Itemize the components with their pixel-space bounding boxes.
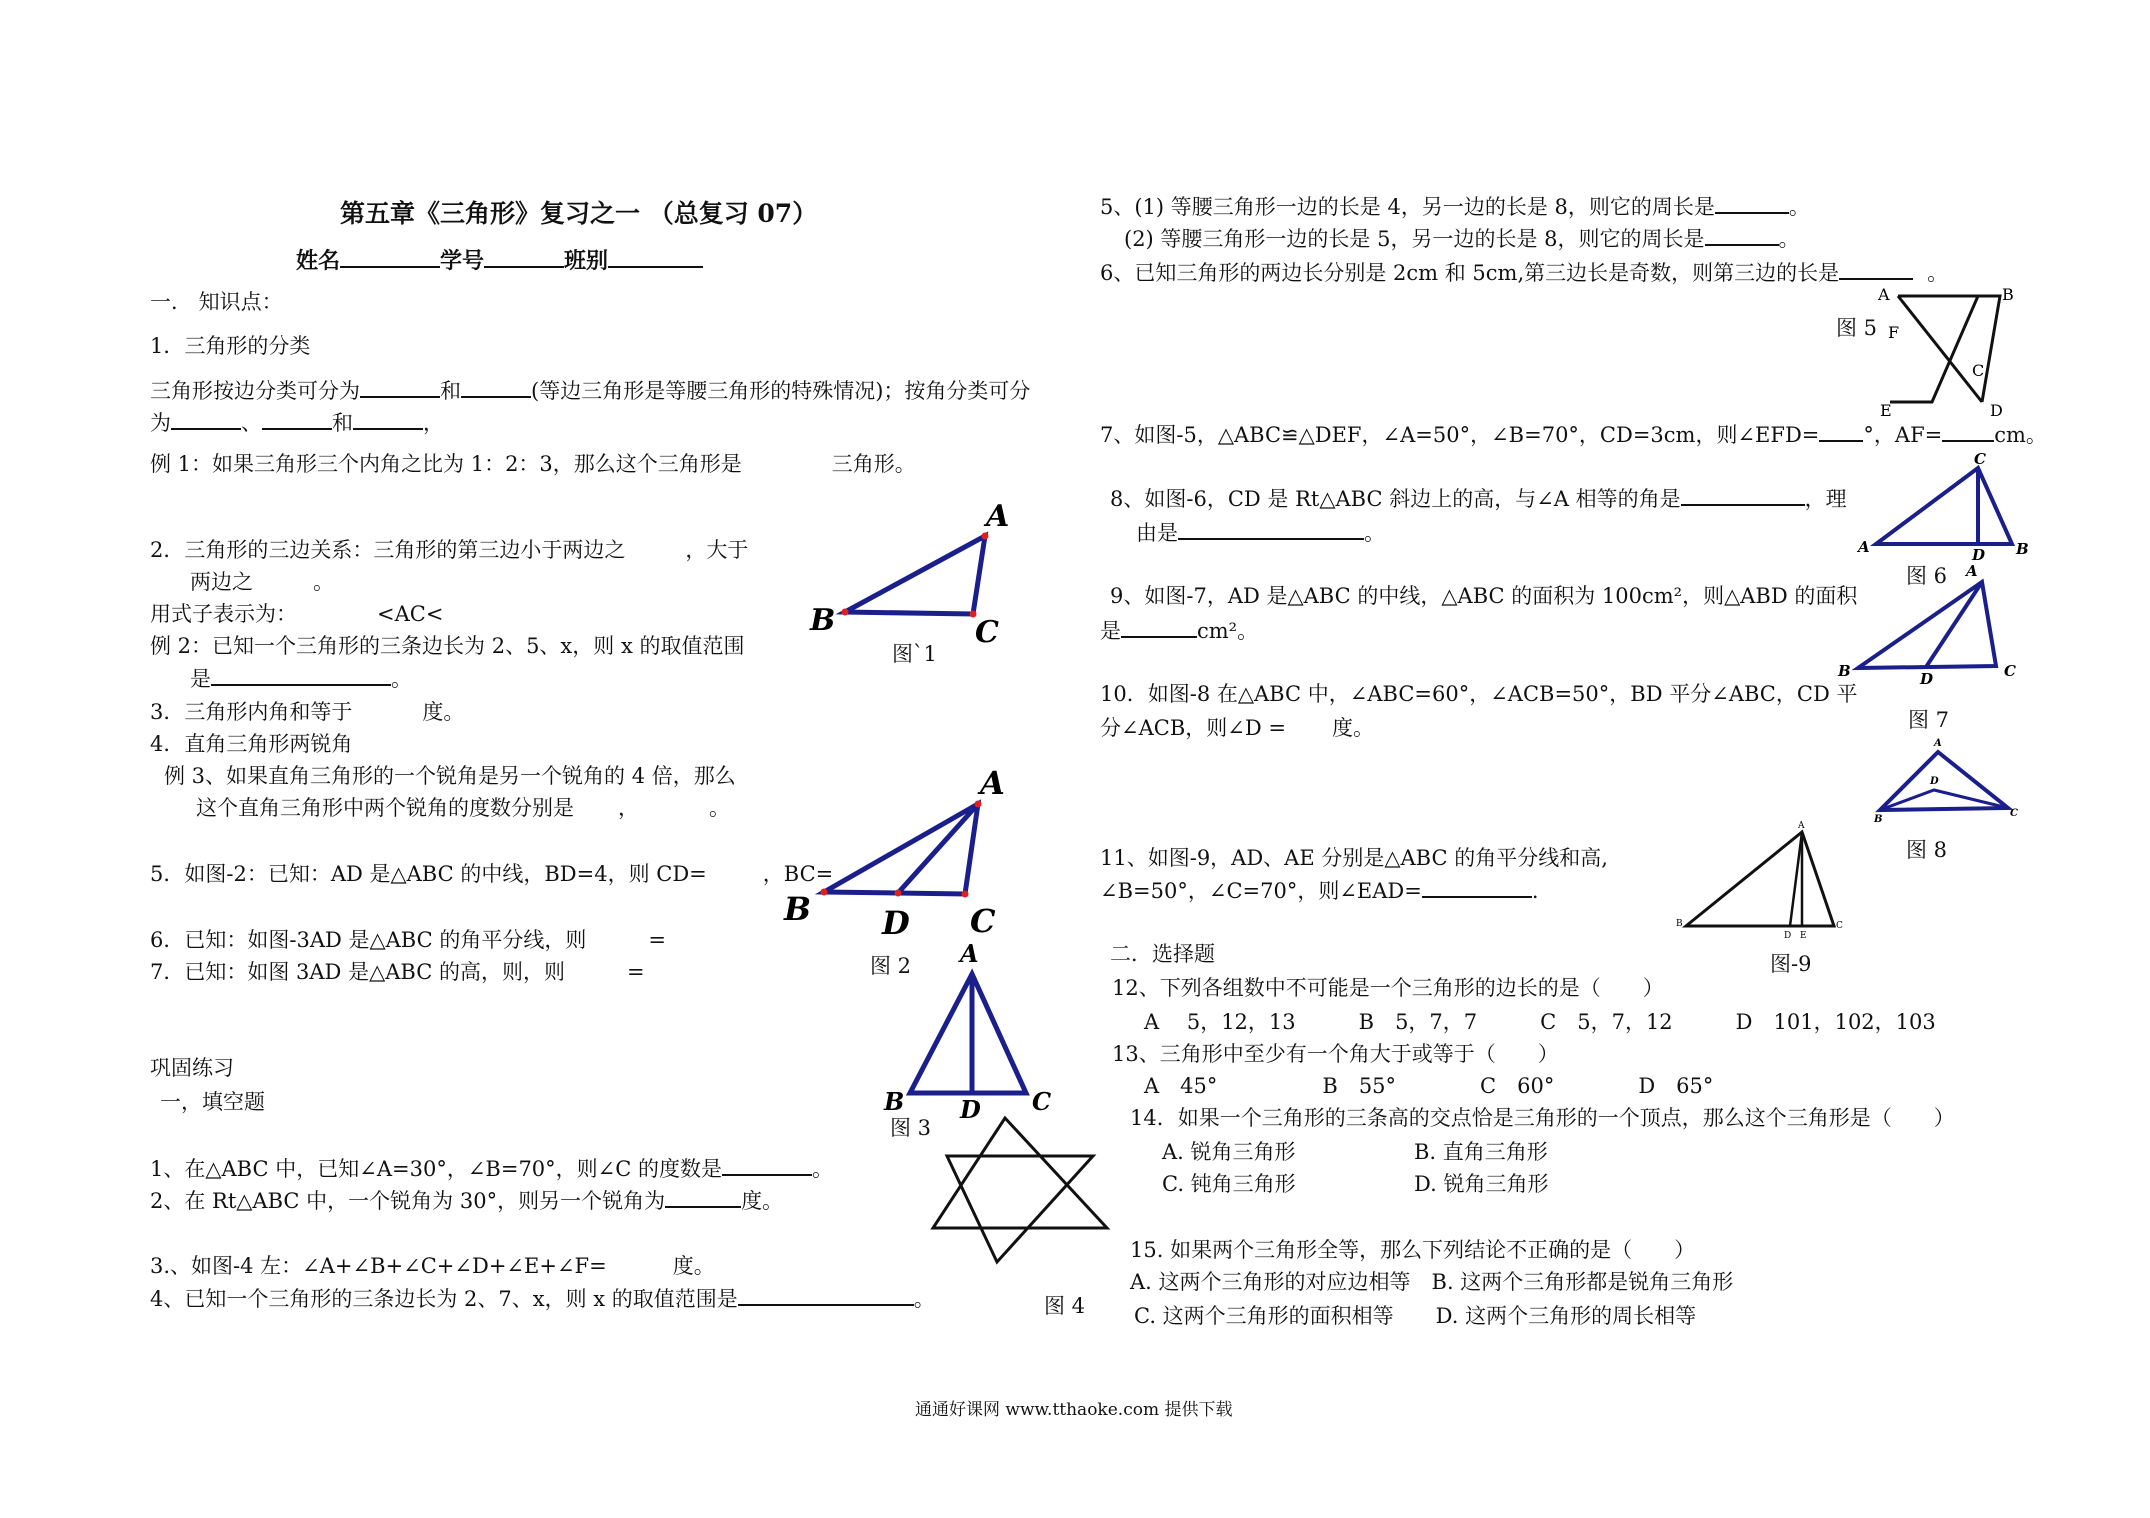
blank[interactable] [360,376,440,398]
text: 5、(1) 等腰三角形一边的长是 4，另一边的长是 8，则它的周长是 [1100,195,1715,219]
q8-line2 [1136,518,1385,547]
practice-q3 [150,1252,715,1280]
practice-fill-title: 一，填空题 [160,1090,265,1114]
median-ad [1926,582,1982,667]
bisector-ad [1790,832,1802,926]
example-3-b [196,794,730,822]
q15-options-ab: A. 这两个三角形的对应边相等 B. 这两个三角形都是锐角三角形 [1130,1270,1734,1294]
label-a: A [1858,538,1870,556]
knowledge-1-line-b [150,408,444,437]
label-b: B [810,603,836,638]
figure-5-caption: 图 5 [1836,316,1878,340]
label-c: C [2004,662,2016,680]
text: = [626,960,645,984]
blank[interactable] [1681,484,1805,506]
text: 1、在△ABC 中，已知∠A=30°，∠B=70°，则∠C 的度数是 [150,1157,723,1181]
q13: 13、三角形中至少有一个角大于或等于（ ） [1112,1042,1559,1066]
label-d: D [1972,546,1986,562]
figure-3-triangle [870,940,1060,1120]
q8-line1 [1110,484,1847,513]
text: ， [618,796,639,820]
text: 。 [812,1157,834,1181]
blank[interactable] [171,408,241,430]
label-a: A [1934,738,1942,749]
label-d: D [1990,401,2003,420]
label-f: F [1888,323,1900,342]
figure-1-caption: 图`1 [892,642,937,666]
q15: 15. 如果两个三角形全等，那么下列结论不正确的是（ ） [1130,1238,1696,1262]
q14-option-a[interactable]: A. 锐角三角形 [1162,1140,1296,1164]
text: 是 [1100,619,1121,643]
q14-option-c[interactable]: C. 钝角三角形 [1162,1172,1296,1196]
label-b: B [784,890,812,928]
knowledge-3 [150,698,464,726]
text: 。 [1364,521,1385,545]
blank[interactable] [1839,258,1913,280]
q5-part1 [1100,192,1810,221]
label-a: A [980,764,1005,802]
figure-9-caption: 图-9 [1770,952,1812,976]
example-2-a: 例 2：已知一个三角形的三条边长为 2、5、x，则 x 的取值范围 [150,634,745,658]
text: 6、已知三角形的两边长分别是 2cm 和 5cm,第三边长是奇数，则第三边的长是 [1100,261,1840,285]
path-aedb [1890,296,1978,402]
class-label: 班别 [564,248,609,274]
blank[interactable] [1422,876,1532,898]
blank[interactable] [1715,192,1789,214]
triangle-abc [845,536,985,614]
text: 5．如图-2：已知：AD 是△ABC 的中线，BD=4，则 CD= [150,862,707,886]
practice-q2 [150,1186,783,1215]
label-b: B [1838,662,1851,680]
footer-credit: 通通好课网 www.tthaoke.com 提供下载 [915,1400,1233,1420]
q11-line1: 11、如图-9，AD、AE 分别是△ABC 的角平分线和高, [1100,846,1608,870]
text: (等边三角形是等腰三角形的特殊情况)；按角分类可分 [531,379,1031,403]
example-2-b [190,664,412,693]
text: 。 [1778,227,1800,251]
page-title: 第五章《三角形》复习之一 （总复习 07） [340,199,818,228]
text: 。 [391,667,412,691]
text: 7、如图-5，△ABC≌△DEF，∠A=50°，∠B=70°，CD=3cm，则∠EFD= [1100,423,1820,447]
blank[interactable] [665,1186,741,1208]
blank[interactable] [211,664,391,686]
q9-line2 [1100,616,1258,645]
label-c: C [970,902,996,940]
label-a: A [1878,285,1890,304]
text: 3.、如图-4 左：∠A+∠B+∠C+∠D+∠E+∠F= [150,1254,607,1278]
figure-4-star [925,1110,1125,1270]
label-a: A [1966,562,1978,580]
q15-options-cd: C. 这两个三角形的面积相等 D. 这两个三角形的周长相等 [1134,1304,1697,1328]
blank[interactable] [353,408,423,430]
q14: 14．如果一个三角形的三条高的交点恰是三角形的一个顶点，那么这个三角形是（ ） [1130,1106,1955,1130]
example-3-a: 例 3、如果直角三角形的一个锐角是另一个锐角的 4 倍，那么 [164,764,736,788]
text: 4、已知一个三角形的三条边长为 2、7、x，则 x 的取值范围是 [150,1287,738,1311]
q10-line2 [1100,714,1374,742]
figure-2-triangle [770,760,1020,940]
figure-7-caption: 图 7 [1908,708,1950,732]
text: ∠B=50°，∠C=70°，则∠EAD= [1100,879,1422,903]
text: 例 1：如果三角形三个内角之比为 1：2：3，那么这个三角形是 [150,452,742,476]
practice-q4 [150,1284,935,1313]
blank[interactable] [461,376,531,398]
class-blank[interactable] [608,246,703,268]
triangle-1 [933,1118,1107,1228]
figure-6-right-triangle [1850,452,2030,562]
text: ， [423,411,444,435]
label-b: B [2002,285,2014,304]
text: 三角形。 [831,452,916,476]
label-e: E [1880,401,1892,420]
text: 度。 [1331,716,1374,740]
figure-8-bisectors [1870,732,2020,822]
label-c: C [1836,921,1843,931]
text: 2、在 Rt△ABC 中，一个锐角为 30°，则另一个锐角为 [150,1189,666,1213]
label-c: C [975,615,999,650]
id-blank[interactable] [484,246,564,268]
vertex-dot [962,891,969,898]
knowledge-1-line-a [150,376,1030,405]
figure-6-caption: 图 6 [1906,564,1948,588]
figure-1-triangle [800,490,1020,660]
id-label: 学号 [440,248,485,274]
blank[interactable] [1942,420,1994,442]
label-d: D [1930,776,1939,787]
q10-line1: 10．如图-8 在△ABC 中，∠ABC=60°，∠ACB=50°，BD 平分∠ABC，CD 平 [1100,682,1858,706]
blank[interactable] [262,408,332,430]
text: 和 [440,379,461,403]
text: <AC< [377,602,444,626]
q11-line2 [1100,876,1539,905]
triangle-abc [824,804,978,894]
practice-title: 巩固练习 [150,1056,234,1080]
q14-option-d[interactable]: D. 锐角三角形 [1414,1172,1549,1196]
q12-options: A 5，12，13 B 5，7，7 C 5，7，12 D 101，102，103 [1144,1010,1936,1034]
text: (2) 等腰三角形一边的长是 5，另一边的长是 8，则它的周长是 [1124,227,1705,251]
label-c: C [1972,361,1985,380]
label-d: D [1784,931,1792,940]
q7 [1100,420,2047,449]
blank[interactable] [1121,616,1197,638]
knowledge-7 [150,958,645,986]
triangle-abc [1686,832,1834,926]
triangle-abc [1876,468,2012,544]
label-e: E [1800,931,1807,940]
figure-4-caption: 图 4 [1044,1294,1086,1318]
label-d: D [882,904,910,940]
text: 为 [150,411,171,435]
section-choice: 二．选择题 [1110,942,1215,966]
knowledge-6 [150,926,666,954]
label-d: D [960,1095,981,1120]
text: °，AF= [1863,423,1943,447]
figure-8-caption: 图 8 [1906,838,1948,862]
text: 。 [1927,261,1949,285]
text: 3．三角形内角和等于 [150,700,353,724]
text: ，理 [1804,487,1847,511]
label-d: D [1920,670,1934,688]
text: 8、如图-6，CD 是 Rt△ABC 斜边上的高，与∠A 相等的角是 [1110,487,1681,511]
knowledge-4: 4．直角三角形两锐角 [150,732,353,756]
name-blank[interactable] [340,246,440,268]
figure-3-caption: 图 3 [890,1116,932,1140]
text: 2．三角形的三边关系：三角形的第三边小于两边之 [150,538,626,562]
blank[interactable] [1178,518,1364,540]
text: = [648,928,666,952]
figure-5-congruent [1870,280,2020,420]
q9-line1: 9、如图-7，AD 是△ABC 的中线，△ABC 的面积为 100cm²，则△ABD 的面积 [1110,584,1858,608]
text: cm²。 [1197,619,1259,643]
vertex-dot [821,889,828,896]
text: 7．已知：如图 3AD 是△ABC 的高，则，则 [150,960,565,984]
label-c: C [2010,808,2018,819]
knowledge-2-a [150,536,748,564]
text: 。 [709,796,730,820]
example-1 [150,450,916,478]
label-c: C [1032,1087,1052,1116]
blank[interactable] [738,1284,914,1306]
text: 三角形按边分类可分为 [150,379,360,403]
blank[interactable] [1819,420,1863,442]
text: 。 [313,570,334,594]
knowledge-5 [150,860,833,888]
text: 度。 [741,1189,784,1213]
vertex-dot [895,890,902,897]
vertex-dot [842,609,849,616]
label-b: B [1874,814,1883,822]
q14-option-b[interactable]: B. 直角三角形 [1414,1140,1548,1164]
text: . [1531,879,1539,903]
text: 是 [190,667,211,691]
text: ，大于 [685,538,749,562]
text: 和 [332,411,353,435]
label-a: A [1798,821,1805,831]
student-info-line [296,246,703,275]
text: 。 [1788,195,1810,219]
label-b: B [1676,919,1683,929]
path-db [1978,296,2000,402]
text: 用式子表示为： [150,602,297,626]
text: 分∠ACB，则∠D = [1100,716,1286,740]
q6 [1100,258,1948,287]
section-knowledge: 一． 知识点： [150,290,283,314]
label-a: A [986,499,1010,534]
label-b: B [2016,540,2029,558]
knowledge-1: 1．三角形的分类 [150,334,311,358]
figure-2-caption: 图 2 [870,954,912,978]
figure-7-median [1832,558,2032,688]
knowledge-2-b [190,568,334,596]
text: ，BC= [762,862,834,886]
label-a: A [960,940,979,968]
text: 度。 [672,1254,715,1278]
text: 6．已知：如图-3AD 是△ABC 的角平分线，则 [150,928,587,952]
knowledge-2-c [150,600,443,628]
q5-part2 [1124,224,1800,253]
text: 度。 [422,700,465,724]
q13-options: A 45° B 55° C 60° D 65° [1144,1074,1714,1098]
label-c: C [1974,452,1986,468]
text: 、 [241,411,262,435]
text: 两边之 [190,570,253,594]
text: cm。 [1994,423,2047,447]
text: 。 [913,1287,935,1311]
blank[interactable] [1705,224,1779,246]
label-b: B [884,1087,905,1116]
name-label: 姓名 [296,248,341,274]
triangle-abc [910,974,1026,1093]
blank[interactable] [722,1154,812,1176]
q12: 12、下列各组数中不可能是一个三角形的边长的是（ ） [1112,976,1664,1000]
text: 由是 [1136,521,1178,545]
text: 这个直角三角形中两个锐角的度数分别是 [196,796,574,820]
practice-q1 [150,1154,833,1183]
figure-9-triangle [1672,816,1852,940]
